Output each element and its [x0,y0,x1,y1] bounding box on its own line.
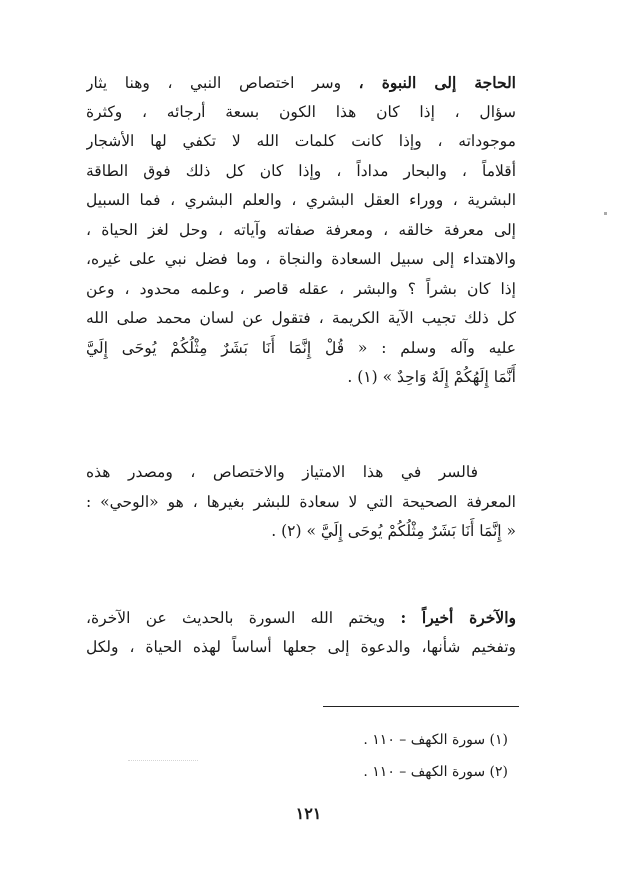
paragraph-line: البشرية ، ووراء العقل البشري ، والعلم البشري ، فما السبيل [86,191,516,209]
section-heading-prophecy: الحاجة إلى النبوة ، [358,73,516,92]
paragraph-prophecy [86,68,516,393]
paragraph-line: عليه وآله وسلم : « قُلْ إِنَّمَا أَنَا بَشَرٌ مِثْلُكُمْ يُوحَى إِلَيَّ [86,338,516,357]
footnotes [300,724,508,788]
paragraph-line: موجوداته ، وإذا كانت كلمات الله لا تكفي لها الأشجار [86,132,516,150]
paragraph-line [86,68,516,98]
paragraph-line: أقلاماً ، والبحار مداداً ، وإذا كان كل ذلك فوق الطاقة [86,161,516,180]
paragraph-line: والاهتداء إلى سبيل السعادة والنجاة ، وما فضل نبي على غيره، [86,250,516,268]
paragraph-line: المعرفة الصحيحة التي لا سعادة للبشر بغيرها ، هو «الوحي» : [86,492,516,511]
paragraph-line: وتفخيم شأنها، والدعوة إلى جعلها أساساً لهذه الحياة ، ولكل [86,637,516,656]
footnote-divider [323,706,519,707]
paragraph-line: إذا كان بشراً ؟ والبشر ، عقله قاصر ، وعلمه محدود ، وعن [86,279,516,298]
paragraph-line: « إِنَّمَا أَنَا بَشَرٌ مِثْلُكُمْ يُوحَى إِلَيَّ » (٢) . [271,522,516,540]
scan-smudge [128,760,198,769]
paragraph-hereafter [86,603,516,662]
paragraph-text: وسر اختصاص النبي ، وهنا يثار [86,74,342,92]
paragraph-line [86,603,516,633]
scan-speck [604,212,607,215]
paragraph-line: فالسر في هذا الامتياز والاختصاص ، ومصدر هذه [86,463,478,481]
footnote-item: (٢) سورة الكهف – ١١٠ . [363,764,508,780]
page-number: ١٢١ [295,804,322,823]
paragraph-line: أَنَّمَا إِلَهُكُمْ إِلَهٌ وَاحِدٌ » (١) . [347,368,516,386]
paragraph-line: إلى معرفة خالقه ، ومعرفة صفاته وآياته ، وحل لغز الحياة ، [86,220,516,239]
section-heading-hereafter: والآخرة أخيراً : [400,608,516,627]
paragraph-line: كل ذلك تجيب الآية الكريمة ، فتقول عن لسان محمد صلى الله [86,309,516,327]
footnote-item: (١) سورة الكهف – ١١٠ . [363,732,508,748]
paragraph-line: سؤال ، إذا كان هذا الكون بسعة أرجائه ، وكثرة [86,102,516,121]
paragraph-revelation [86,458,516,547]
paragraph-text: ويختم الله السورة بالحديث عن الآخرة، [86,609,386,627]
